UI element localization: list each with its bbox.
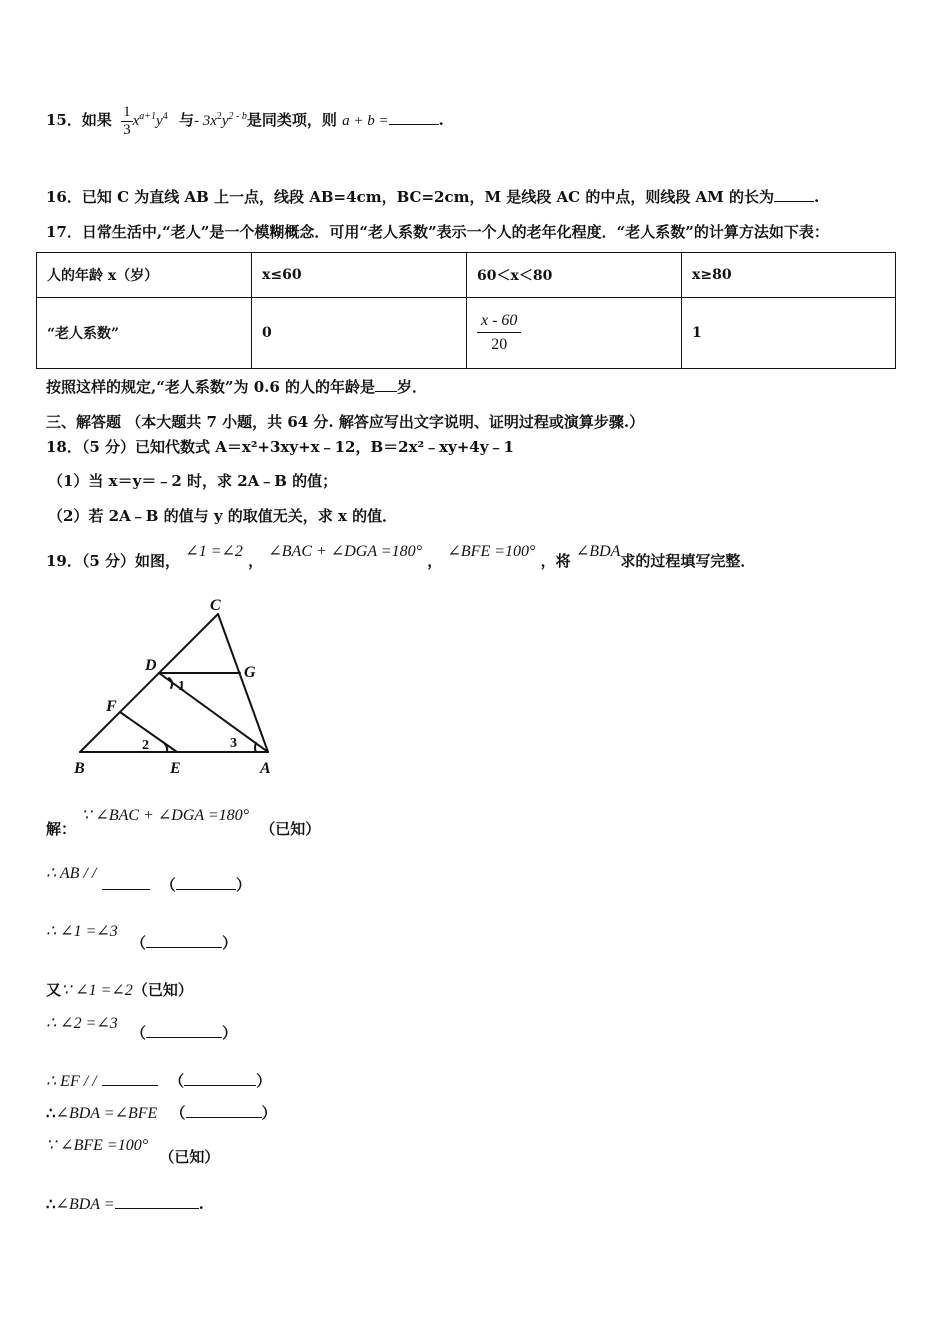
question-19 <box>46 543 756 571</box>
table-cell: x≤60 <box>252 253 467 298</box>
step-2-blank[interactable] <box>102 889 150 890</box>
solution-step-1 <box>46 804 321 838</box>
step-2-math: ∴ AB / / <box>46 865 97 882</box>
q16-text: 16．已知 C 为直线 AB 上一点，线段 AB=4cm，BC=2cm，M 是线段 AC 的中点，则线段 AM 的长为 <box>46 188 775 206</box>
old-age-coefficient-table <box>36 252 896 369</box>
q15-term1-y-exp: 4 <box>162 111 168 122</box>
q17-followup <box>46 376 427 397</box>
step-5-math: ∴ ∠2 =∠3 <box>46 1015 118 1032</box>
step-7-reason-blank[interactable] <box>186 1117 262 1118</box>
solution-step-2 <box>46 862 251 894</box>
step-6-reason: （ ） <box>169 1072 272 1090</box>
question-17 <box>46 221 829 242</box>
table-cell: x≥80 <box>682 253 896 298</box>
label-G: G <box>244 664 256 681</box>
q15-term2-y: y <box>221 113 229 129</box>
angle-1-arc <box>169 678 172 688</box>
section-3-heading: 三、解答题 （本大题共 7 小题，共 64 分. 解答应写出文字说明、证明过程或演算步骤.） <box>46 413 645 431</box>
q17-after: 按照这样的规定,“老人系数”为 0.6 的人的年龄是 <box>46 378 376 396</box>
step-2-reason-blank[interactable] <box>176 889 236 890</box>
q16-answer-blank[interactable] <box>774 201 814 202</box>
segment-DA <box>159 673 268 752</box>
step-3-math: ∴ ∠1 =∠3 <box>46 923 118 940</box>
table-row <box>37 298 896 369</box>
q15-term1-x: x <box>132 113 140 129</box>
solution-step-6 <box>46 1070 271 1091</box>
step-1-math: ∵ ∠BAC + ∠DGA =180° <box>81 807 250 824</box>
step-7-reason: （ ） <box>170 1104 277 1122</box>
q15-prefix: 如果 <box>81 111 112 129</box>
label-B: B <box>74 760 85 777</box>
q15-frac-num: 1 <box>123 104 131 120</box>
q15-fraction <box>121 104 133 138</box>
step-3-reason-blank[interactable] <box>146 947 222 948</box>
q15-term2-x-exp: 2 <box>216 111 222 122</box>
q15-term1-y: y <box>156 113 163 129</box>
q19-prefix: 19．（5 分）如图， <box>46 552 181 570</box>
step-6-math: ∴ EF / / <box>46 1073 97 1090</box>
q15-frac-den: 3 <box>123 121 131 138</box>
q15-answer-blank[interactable] <box>389 124 439 125</box>
coefficient-fraction <box>477 312 521 353</box>
solution-step-7 <box>46 1102 277 1123</box>
table-cell: “老人系数” <box>37 298 252 369</box>
step-4-prefix: 又 <box>46 981 62 999</box>
geometry-figure <box>68 592 288 782</box>
solution-step-4 <box>46 979 193 1000</box>
step-6-reason-blank[interactable] <box>184 1085 256 1086</box>
step-6-blank[interactable] <box>102 1085 158 1086</box>
label-A: A <box>260 760 271 777</box>
step-7-prefix: ∴ <box>46 1104 56 1122</box>
q15-end: . <box>438 111 444 129</box>
q19-cond-1: ∠1 =∠2 <box>185 543 243 560</box>
label-2: 2 <box>142 738 149 753</box>
table-cell-fraction <box>467 298 682 369</box>
q15-expr: a + b = <box>342 113 389 129</box>
q17-answer-blank[interactable] <box>375 391 397 392</box>
q18-part-2: （2）若 2A﹣B 的值与 y 的取值无关，求 x 的值． <box>48 507 398 525</box>
label-E: E <box>170 760 181 777</box>
step-3-reason: （ ） <box>131 934 238 952</box>
solution-label: 解： <box>46 820 77 838</box>
label-F: F <box>106 698 117 715</box>
table-row <box>37 253 896 298</box>
label-C: C <box>210 597 221 614</box>
step-8-math: ∵ ∠BFE =100° <box>46 1137 149 1154</box>
q19-sep-2: ， <box>427 552 443 570</box>
q15-term1-x-exp: a+1 <box>139 111 157 122</box>
solution-step-3 <box>46 920 238 952</box>
step-9-end: . <box>198 1195 204 1213</box>
q17-after-end: 岁． <box>397 378 428 396</box>
q18-part-1: （1）当 x＝y＝﹣2 时，求 2A﹣B 的值； <box>48 472 338 490</box>
q19-cond-4: ∠BDA <box>575 543 621 560</box>
step-9-math: ∠BDA = <box>55 1196 115 1213</box>
step-5-reason: （ ） <box>131 1024 238 1042</box>
q15-connector: 与 <box>178 111 194 129</box>
solution-step-8 <box>46 1134 220 1166</box>
table-cell: 0 <box>252 298 467 369</box>
step-1-reason: （已知） <box>260 820 321 838</box>
step-2-reason: （ ） <box>160 876 251 894</box>
q16-end: . <box>814 188 820 206</box>
q19-sep-3: ，将 <box>540 552 571 570</box>
step-4-math: ∵ ∠1 =∠2 <box>61 982 133 999</box>
angle-3-arc <box>255 743 256 752</box>
q19-suffix: 求的过程填写完整． <box>620 552 756 570</box>
q15-term2: - 3x <box>193 113 217 129</box>
step-8-reason: （已知） <box>159 1148 220 1166</box>
question-15 <box>46 104 444 138</box>
label-D: D <box>145 657 157 674</box>
question-16 <box>46 186 819 207</box>
step-9-prefix: ∴ <box>46 1195 56 1213</box>
step-9-answer-blank[interactable] <box>115 1208 199 1209</box>
q19-sep-1: ， <box>248 552 264 570</box>
frac-num: x - 60 <box>477 312 521 333</box>
q17-text: 17．日常生活中,“老人”是一个模糊概念．可用“老人系数”表示一个人的老年化程度．“老人系数”的计算方法如下表： <box>46 223 829 241</box>
label-3: 3 <box>230 736 237 751</box>
step-5-reason-blank[interactable] <box>146 1037 222 1038</box>
table-cell: 1 <box>682 298 896 369</box>
q19-cond-3: ∠BFE =100° <box>447 543 536 560</box>
step-7-math: ∠BDA =∠BFE <box>55 1105 158 1122</box>
step-4-reason: （已知） <box>132 981 193 999</box>
frac-den: 20 <box>491 336 508 353</box>
table-cell: 人的年龄 x（岁） <box>37 253 252 298</box>
segment-CA <box>218 614 268 752</box>
table-cell: 60＜x＜80 <box>467 253 682 298</box>
solution-step-9 <box>46 1194 204 1214</box>
solution-step-5 <box>46 1012 238 1042</box>
q15-middle: 是同类项，则 <box>246 111 337 129</box>
question-18: 18．（5 分）已知代数式 A＝x²+3xy+x﹣12，B＝2x²﹣xy+4y﹣1 <box>46 438 514 456</box>
q19-cond-2: ∠BAC + ∠DGA =180° <box>268 543 422 560</box>
q15-term2-y-exp: 2 - b <box>228 111 247 122</box>
q15-number: 15． <box>46 111 82 129</box>
label-1: 1 <box>178 679 185 694</box>
angle-2-arc <box>165 744 167 752</box>
